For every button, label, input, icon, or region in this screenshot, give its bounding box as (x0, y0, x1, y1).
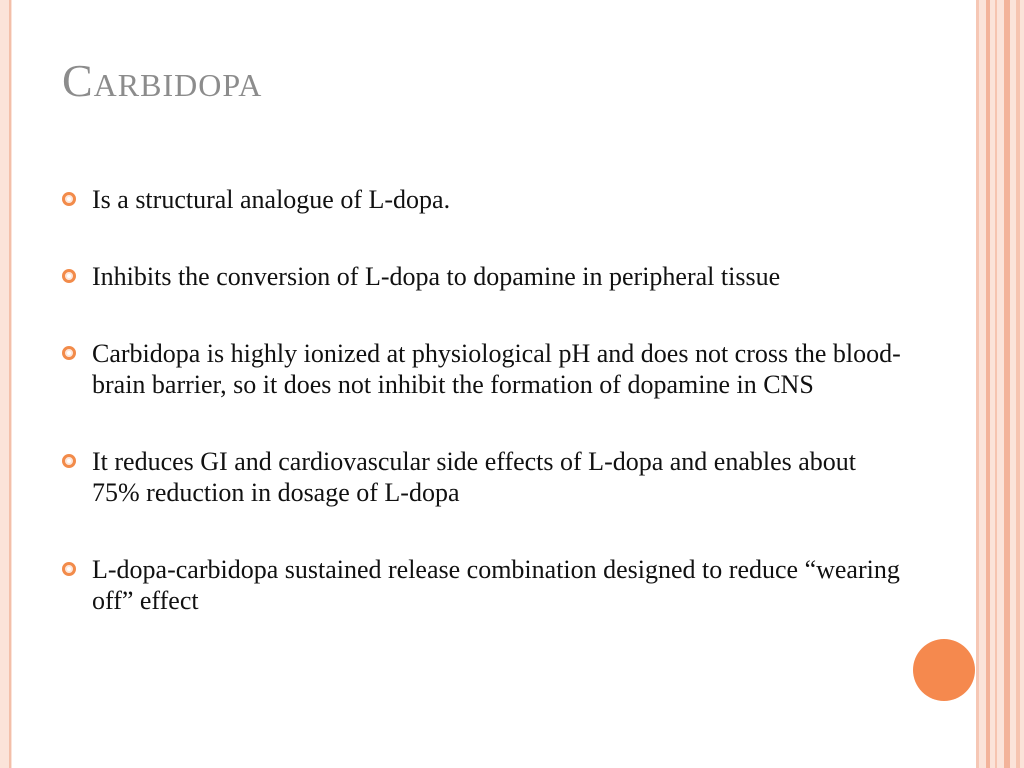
bullet-text: It reduces GI and cardiovascular side effects of L-dopa and enables about 75% reduction in dosage of L-dopa (92, 447, 857, 507)
bullet-item (62, 446, 902, 508)
circle-bullet-icon (62, 346, 76, 360)
circle-bullet-icon (62, 562, 76, 576)
bullet-text: Carbidopa is highly ionized at physiological pH and does not cross the blood-brain barrier, so it does not inhibit the formation of dopamine in CNS (92, 339, 901, 399)
circle-bullet-icon (62, 192, 76, 206)
bullet-text: Is a structural analogue of L-dopa. (92, 185, 451, 214)
bullet-item (62, 261, 902, 292)
right-stripe (1016, 0, 1020, 768)
bullet-list (62, 184, 902, 662)
circle-bullet-icon (62, 269, 76, 283)
bullet-item (62, 184, 902, 215)
orange-circle-decoration (913, 639, 975, 701)
right-stripe (986, 0, 990, 768)
slide-title: Carbidopa (62, 55, 263, 106)
bullet-item (62, 338, 902, 400)
left-border-line (9, 0, 11, 768)
right-stripe (995, 0, 997, 768)
bullet-text: Inhibits the conversion of L-dopa to dopamine in peripheral tissue (92, 262, 781, 291)
right-stripe (1004, 0, 1010, 768)
right-stripe (976, 0, 979, 768)
bullet-text: L-dopa-carbidopa sustained release combination designed to reduce “wearing off” effect (92, 555, 900, 615)
bullet-item (62, 554, 902, 616)
circle-bullet-icon (62, 454, 76, 468)
